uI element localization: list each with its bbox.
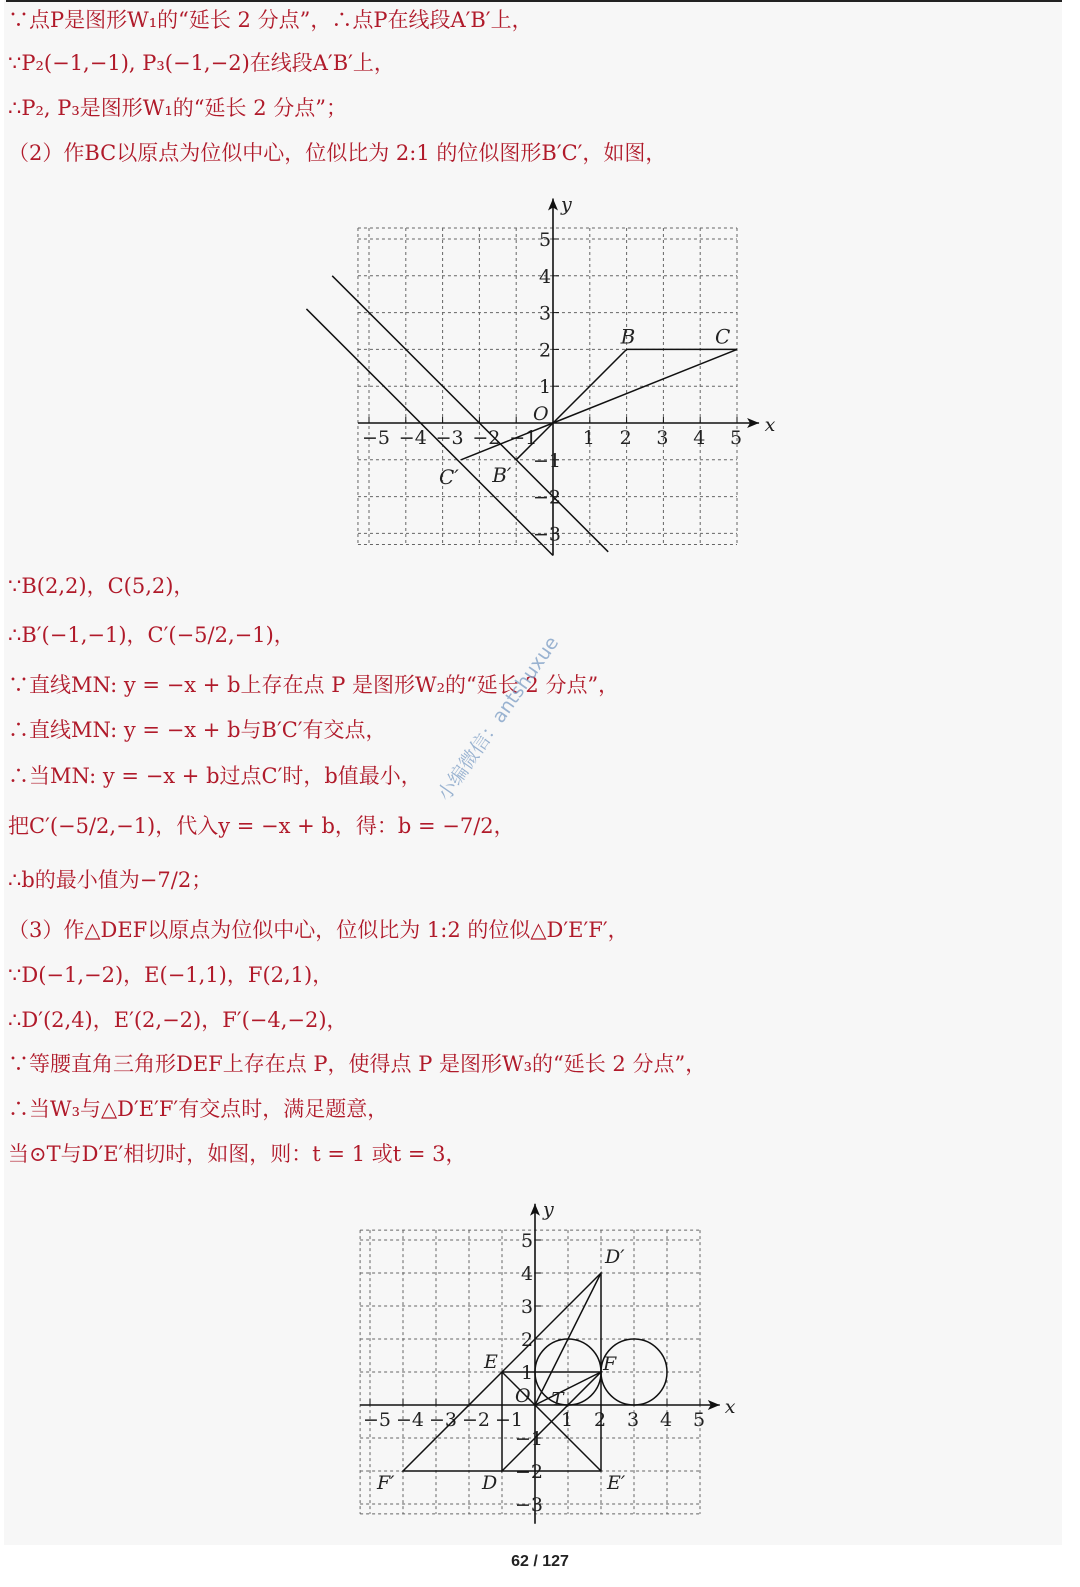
point-label-d-prime: D′ [605, 1246, 625, 1268]
x-tick-label: −5 [362, 427, 391, 449]
y-tick-label: 3 [521, 1296, 534, 1318]
y-tick-label: −3 [533, 523, 562, 546]
point-label-b: B [620, 324, 636, 349]
x-tick-label: 1 [561, 1409, 574, 1431]
x-axis-label: x [724, 1396, 736, 1418]
x-tick-label: −4 [396, 1409, 425, 1431]
graph-def-homothety [340, 1180, 740, 1525]
line-mn-upper [332, 276, 608, 552]
x-axis-label: x [764, 414, 776, 436]
origin-label: O [533, 403, 549, 425]
y-tick-label: 2 [539, 339, 552, 362]
solution-line: ∴当MN: y = −x + b过点C′时，b值最小， [8, 764, 422, 788]
x-tick-label: 2 [594, 1409, 607, 1431]
y-tick-label: 4 [539, 265, 552, 288]
solution-line: 当⊙T与D′E′相切时，如图，则：t = 1 或t = 3， [8, 1142, 467, 1166]
solution-line: ∴P₂, P₃是图形W₁的“延长 2 分点”； [8, 96, 347, 120]
y-tick-label: 5 [521, 1230, 534, 1252]
solution-line: （2）作BC以原点为位似中心，位似比为 2:1 的位似图形B′C′，如图， [8, 141, 667, 165]
x-tick-label: 4 [693, 427, 706, 449]
x-tick-label: 1 [582, 427, 595, 449]
solution-line: ∵直线MN: y = −x + b上存在点 P 是图形W₂的“延长 2 分点”， [8, 673, 620, 697]
origin-label: O [515, 1385, 531, 1407]
solution-line: ∴D′(2,4)，E′(2,−2)，F′(−4,−2)， [8, 1008, 348, 1032]
x-tick-label: −3 [429, 1409, 458, 1431]
solution-line: ∴当W₃与△D′E′F′有交点时，满足题意， [8, 1097, 389, 1121]
solution-line: ∵D(−1,−2)，E(−1,1)，F(2,1)， [8, 963, 334, 987]
y-tick-label: −1 [515, 1428, 544, 1450]
x-tick-label: −5 [363, 1409, 392, 1431]
x-tick-label: 5 [693, 1409, 706, 1431]
x-tick-label: −3 [435, 427, 464, 449]
point-label-c: C [715, 324, 731, 349]
y-tick-label: 1 [521, 1362, 534, 1384]
x-tick-label: −4 [398, 427, 427, 449]
y-tick-label: 3 [539, 302, 552, 325]
y-axis-label: y [543, 1198, 554, 1221]
x-tick-label: 3 [627, 1409, 640, 1431]
page-number: 62 / 127 [511, 1553, 569, 1570]
y-tick-label: −3 [515, 1494, 544, 1516]
top-rule [6, 0, 1062, 2]
point-label-f: F [603, 1353, 617, 1375]
x-tick-label: 2 [619, 427, 632, 449]
point-label-e-prime: E′ [607, 1472, 626, 1494]
solution-line: ∴直线MN: y = −x + b与B′C′有交点， [8, 718, 387, 742]
y-tick-label: 4 [521, 1263, 534, 1285]
x-tick-label: 3 [656, 427, 669, 449]
solution-line: ∴b的最小值为−7/2； [8, 868, 213, 892]
x-tick-label: 5 [730, 427, 743, 449]
y-tick-label: −2 [533, 486, 562, 509]
y-tick-label: 1 [539, 376, 552, 399]
y-tick-label: 2 [521, 1329, 534, 1351]
watermark: 小编微信：antshuxue [433, 632, 564, 805]
solution-line: ∵P₂(−1,−1), P₃(−1,−2)在线段A′B′上， [8, 51, 395, 75]
graph-bc-homothety [300, 180, 776, 560]
x-tick-label: 4 [660, 1409, 673, 1431]
x-tick-label: −2 [462, 1409, 491, 1431]
point-label-b-prime: B′ [492, 462, 512, 487]
point-label-d: D [482, 1472, 498, 1494]
solution-line: ∵等腰直角三角形DEF上存在点 P，使得点 P 是图形W₃的“延长 2 分点”， [8, 1052, 707, 1076]
point-label-c-prime: C′ [439, 464, 459, 489]
point-label-e: E [484, 1351, 498, 1373]
y-tick-label: 5 [539, 229, 552, 251]
solution-line: ∵B(2,2)，C(5,2)， [8, 574, 195, 598]
y-axis-label: y [561, 193, 572, 216]
solution-line: 把C′(−5/2,−1)，代入y = −x + b，得：b = −7/2， [8, 814, 515, 838]
point-label-f-prime: F′ [377, 1472, 395, 1494]
y-tick-label: −2 [515, 1461, 544, 1483]
solution-line: ∴B′(−1,−1)，C′(−5/2,−1)， [8, 623, 295, 647]
solution-line: （3）作△DEF以原点为位似中心，位似比为 1:2 的位似△D′E′F′， [8, 918, 629, 942]
y-tick-label: −1 [533, 449, 562, 472]
solution-line: ∵点P是图形W₁的“延长 2 分点”，∴点P在线段A′B′上， [8, 8, 533, 32]
x-tick-label: −2 [472, 427, 501, 449]
x-tick-label: −1 [495, 1409, 524, 1431]
x-tick-label: −1 [509, 427, 538, 449]
point-label-t: T [551, 1389, 564, 1411]
